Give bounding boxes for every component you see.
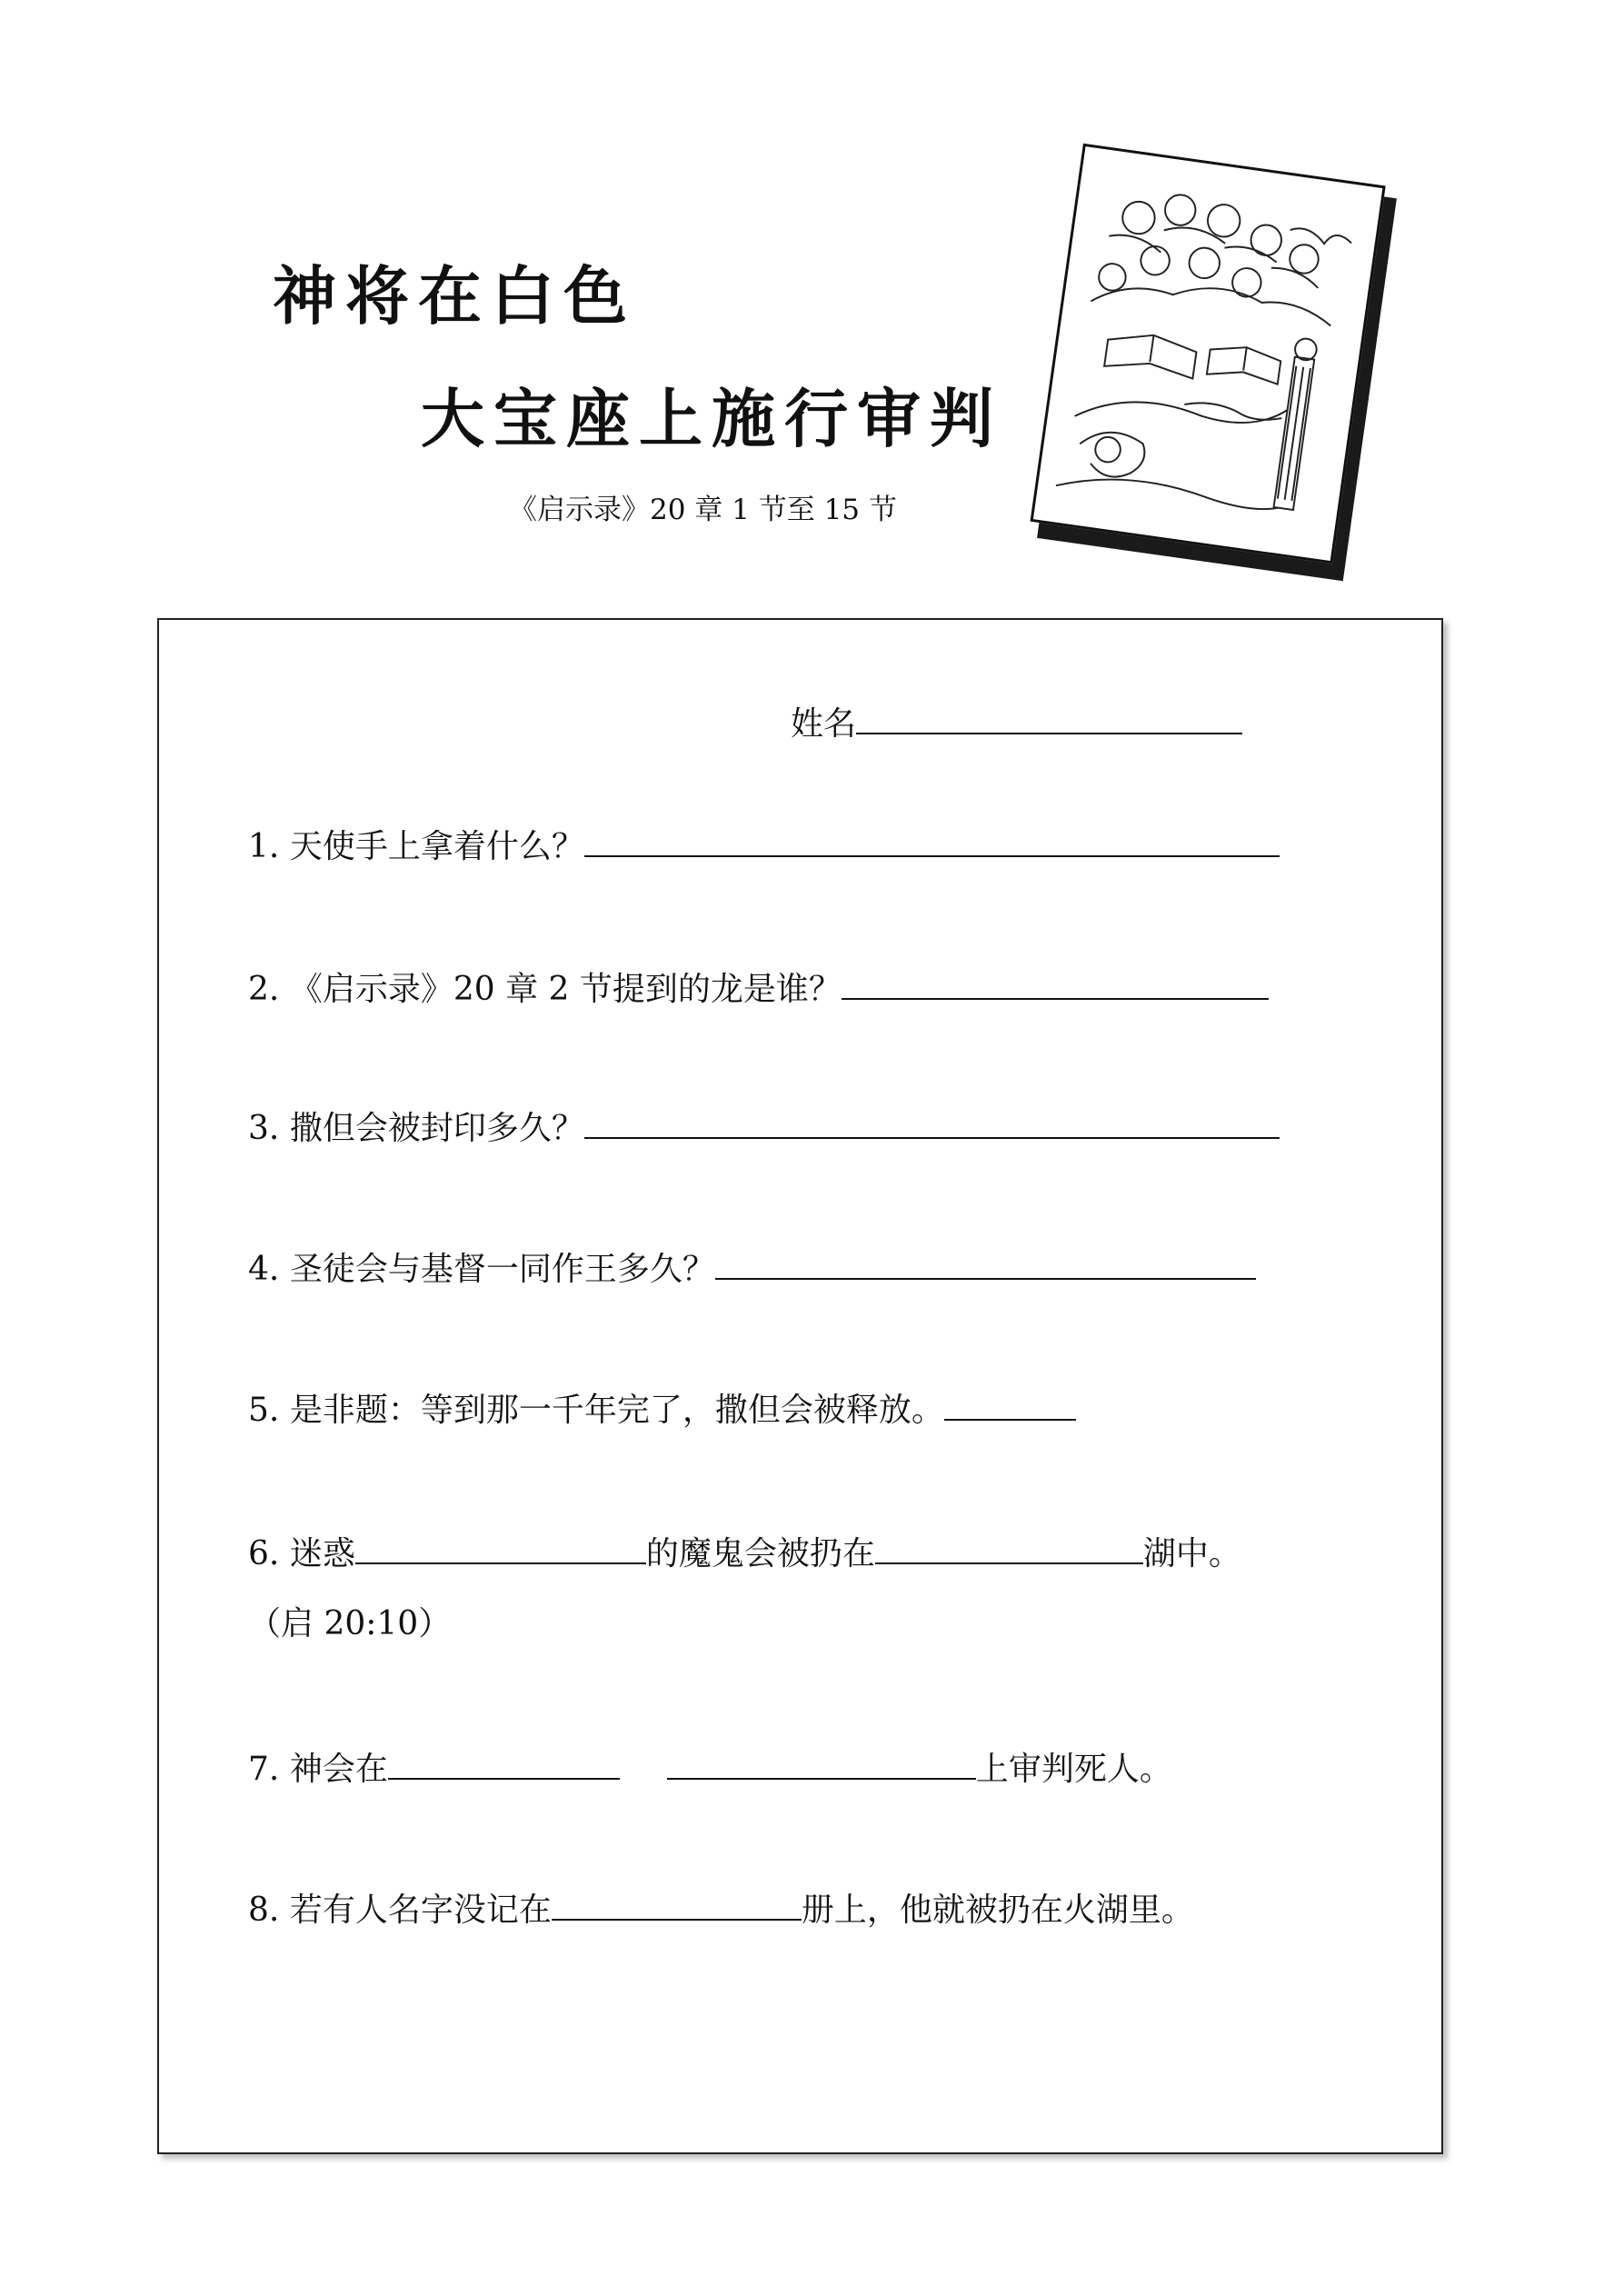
- question-number: 8.: [248, 1892, 280, 1929]
- question-text-part2: 的魔鬼会被扔在: [645, 1535, 875, 1572]
- question-5: [248, 1386, 1076, 1431]
- title-line-1: 神将在白色: [273, 259, 636, 334]
- scripture-reference: 《启示录》20 章 1 节至 15 节: [509, 494, 897, 526]
- question-text: 圣徒会与基督一同作王多久？: [289, 1251, 715, 1288]
- question-text: 天使手上拿着什么？: [289, 828, 584, 865]
- name-label: 姓名: [791, 705, 857, 743]
- question-1: [248, 823, 1280, 867]
- question-text-part2: 册上，他就被扔在火湖里。: [801, 1892, 1194, 1929]
- name-row: [791, 700, 1242, 744]
- question-text: 《启示录》20 章 2 节提到的龙是谁？: [289, 971, 842, 1008]
- question-text: 是非题：等到那一千年完了，撒但会被释放。: [289, 1392, 944, 1429]
- title-line-2: 大宝座上施行审判: [421, 382, 1002, 456]
- judgment-throne-illustration: [1028, 144, 1398, 579]
- answer-blank-6b[interactable]: [875, 1530, 1143, 1564]
- question-text-part1: 若有人名字没记在: [289, 1892, 552, 1929]
- answer-blank-7b[interactable]: [667, 1745, 976, 1780]
- question-7: [248, 1745, 1172, 1790]
- question-number: 2.: [248, 971, 280, 1008]
- question-4: [248, 1245, 1256, 1290]
- question-6: [248, 1530, 1241, 1574]
- answer-blank-1[interactable]: [584, 823, 1280, 857]
- answer-blank-3[interactable]: [584, 1104, 1280, 1139]
- question-3: [248, 1104, 1280, 1149]
- name-field[interactable]: [856, 700, 1242, 734]
- answer-blank-8[interactable]: [552, 1886, 802, 1921]
- question-text: 撒但会被封印多久？: [289, 1110, 584, 1147]
- answer-blank-7a[interactable]: [388, 1745, 620, 1780]
- answer-blank-4[interactable]: [715, 1245, 1256, 1280]
- question-6-reference: （启 20:10）: [248, 1605, 452, 1642]
- question-number: 1.: [248, 828, 280, 865]
- question-text-part3: 湖中。: [1142, 1535, 1241, 1572]
- answer-blank-5[interactable]: [944, 1386, 1076, 1421]
- question-number: 6.: [248, 1535, 280, 1572]
- question-number: 3.: [248, 1110, 280, 1147]
- question-number: 4.: [248, 1251, 280, 1288]
- question-text-part1: 神会在: [289, 1751, 388, 1788]
- answer-blank-2[interactable]: [842, 965, 1269, 1000]
- question-number: 7.: [248, 1751, 280, 1788]
- question-8: [248, 1886, 1194, 1931]
- question-text-part1: 迷惑: [289, 1535, 355, 1572]
- question-number: 5.: [248, 1392, 280, 1429]
- answer-blank-6a[interactable]: [355, 1530, 646, 1564]
- question-2: [248, 965, 1269, 1010]
- question-text-part2: 上审判死人。: [975, 1751, 1172, 1788]
